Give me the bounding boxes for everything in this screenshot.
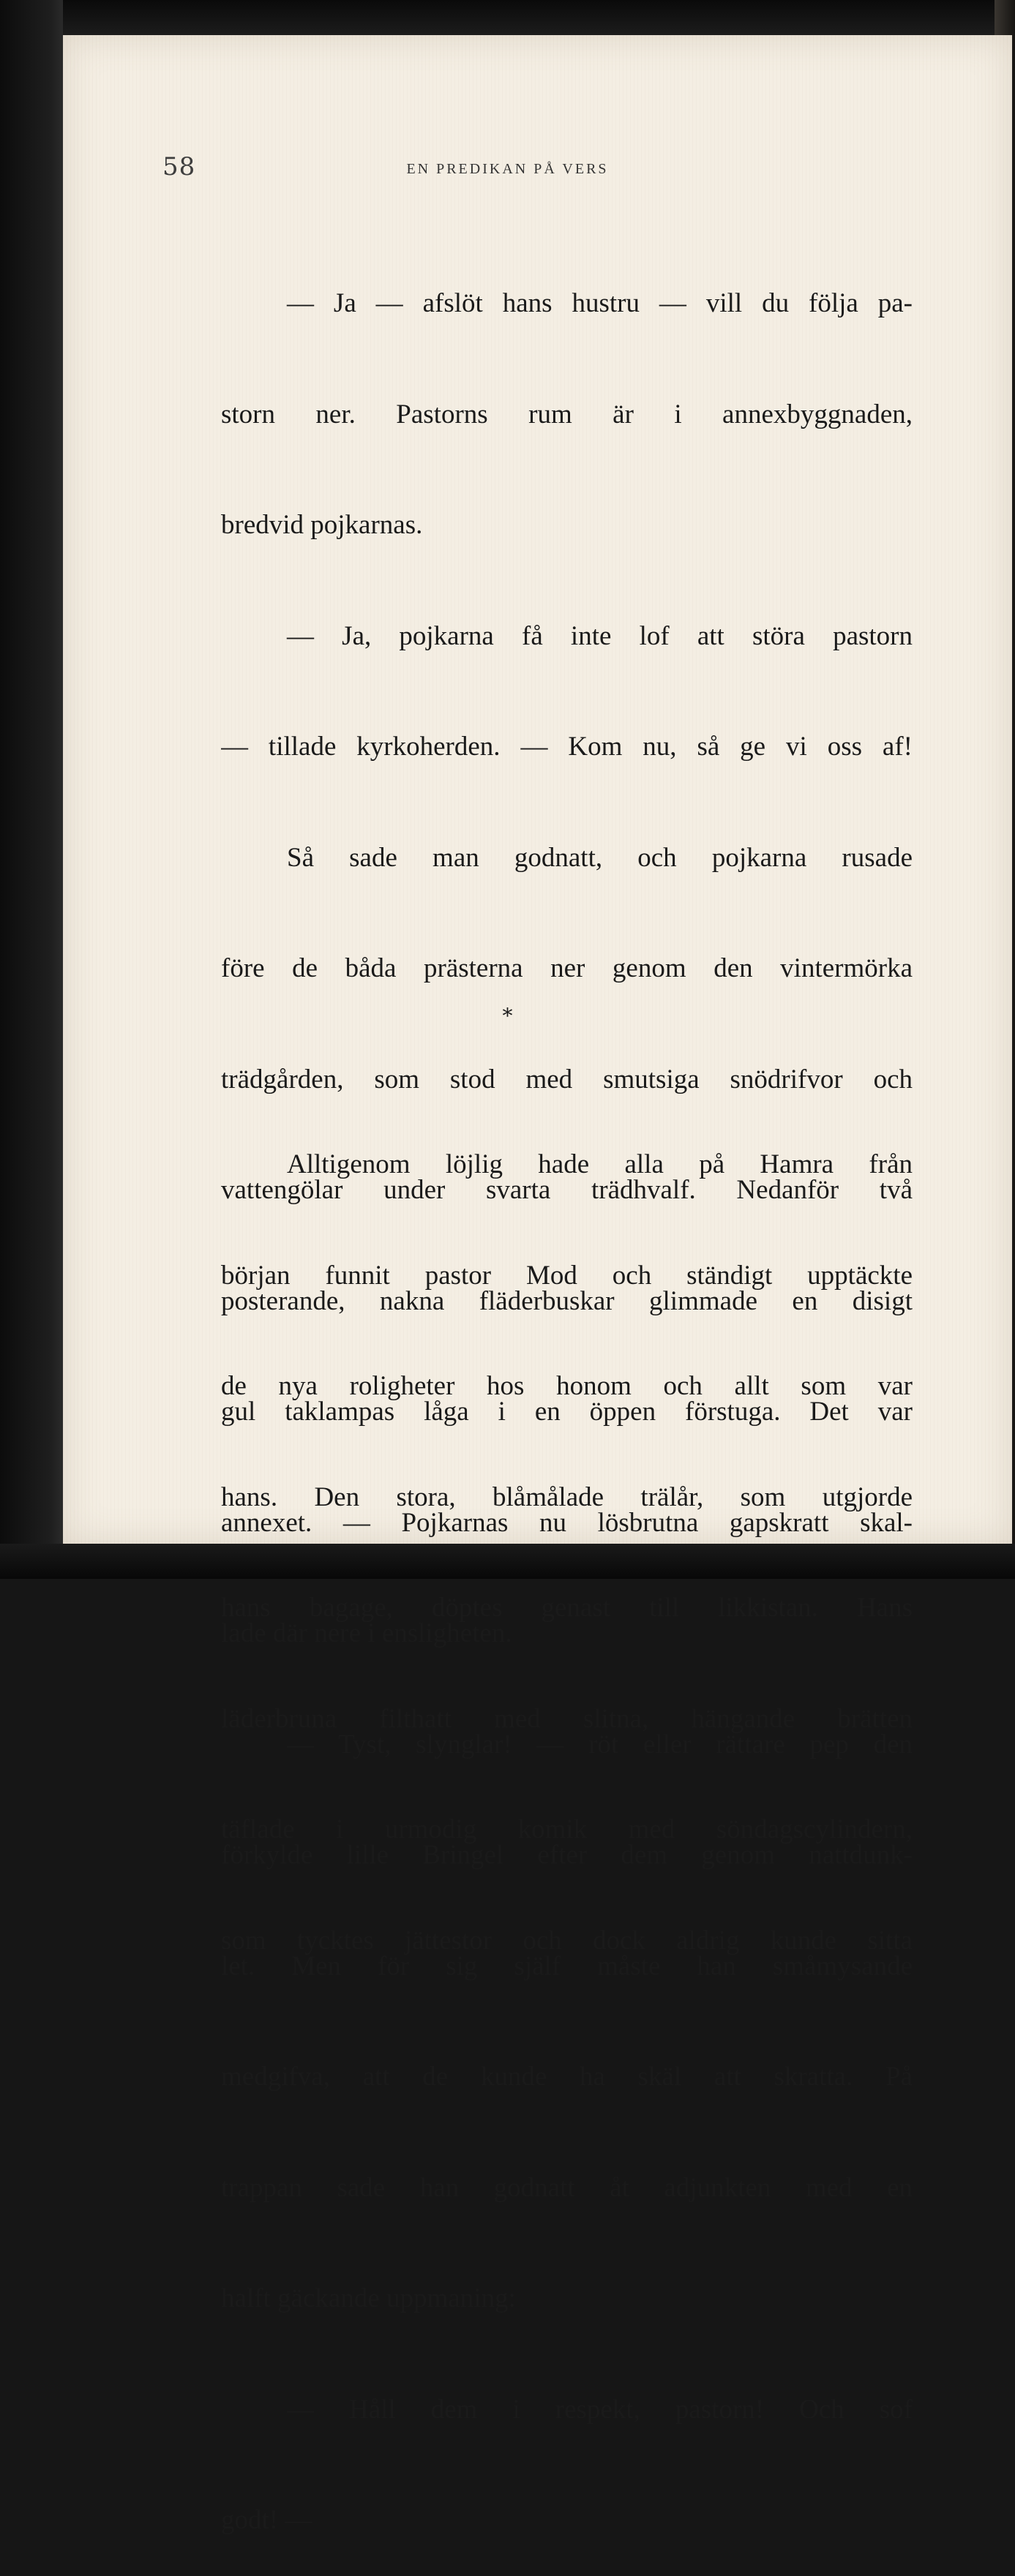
text-line: Så sade man godnatt, och pojkarna rusade <box>287 842 913 873</box>
scan-top-border <box>0 0 1015 35</box>
body-text-part-2 <box>221 1073 913 1997</box>
text-line: halft gäckande uppmaning: <box>221 2283 516 2313</box>
text-line: medgifva, att de kunde ha skäl att skratta. På <box>221 2062 913 2092</box>
text-line: förkylde lille Bringel efter dem genom nattdunk- <box>221 1840 913 1870</box>
text-line: början funnit pastor Mod och ständigt upptäckte <box>221 1260 913 1291</box>
text-line: gul taklampas låga i en öppen förstuga. Det var <box>221 1397 913 1427</box>
text-line: bredvid pojkarnas. <box>221 510 423 540</box>
page-number: 58 <box>162 152 196 181</box>
text-line: vattengölar under svarta trädhvalf. Nedanför två <box>221 1175 913 1205</box>
text-line: trappan sade han godnatt åt adjunkten med en <box>221 2172 913 2203</box>
text-line: — Håll dem i respekt, pastorn! Och sof <box>287 2394 913 2425</box>
text-line: lade där nere i ensligheten. <box>221 1618 512 1648</box>
text-line: läderbruna filthatt med slitna, hängande brätten <box>221 1703 913 1734</box>
text-line: trädgården, som stod med smutsiga snödrifvor och <box>221 1064 913 1094</box>
text-line: storn ner. Pastorns rum är i annexbyggnaden, <box>221 399 913 429</box>
text-line: de nya roligheter hos honom och allt som var <box>221 1371 913 1401</box>
book-spine-shadow <box>0 0 63 1579</box>
running-title: EN PREDIKAN PÅ VERS <box>406 161 609 177</box>
text-line: täflade i urmodig komik med söndagscylindern, <box>221 1814 913 1844</box>
text-line: Alltigenom löjlig hade alla på Hamra från <box>287 1149 913 1179</box>
text-line: — Ja — afslöt hans hustru — vill du följa pa- <box>287 288 913 318</box>
text-line: let. Men för sig själf måste han småmysande <box>221 1950 913 1981</box>
text-line: som tycktes jättestor och dock aldrig kunde sitta <box>221 1925 913 1956</box>
text-line: godt! — <box>221 2505 312 2535</box>
section-break-asterisk: * <box>502 1004 513 1028</box>
text-line: annexet. — Pojkarnas nu lösbrutna gapskratt skal- <box>221 1507 913 1538</box>
text-line: — Tyst, slynglar! — röt eller rättare pep den <box>287 1729 913 1760</box>
text-line: posterande, nakna fläderbuskar glimmade en disigt <box>221 1285 913 1316</box>
text-line: — Ja, pojkarna få inte lof att störa pastorn <box>287 620 913 651</box>
text-line: hans. Den stora, blåmålade trälår, som utgjorde <box>221 1482 913 1512</box>
text-line: hans bagage, döptes genast till likkistan. Hans <box>221 1593 913 1623</box>
text-line: — tillade kyrkoherden. — Kom nu, så ge vi oss af! <box>221 732 913 762</box>
text-line: före de båda prästerna ner genom den vintermörka <box>221 953 913 983</box>
